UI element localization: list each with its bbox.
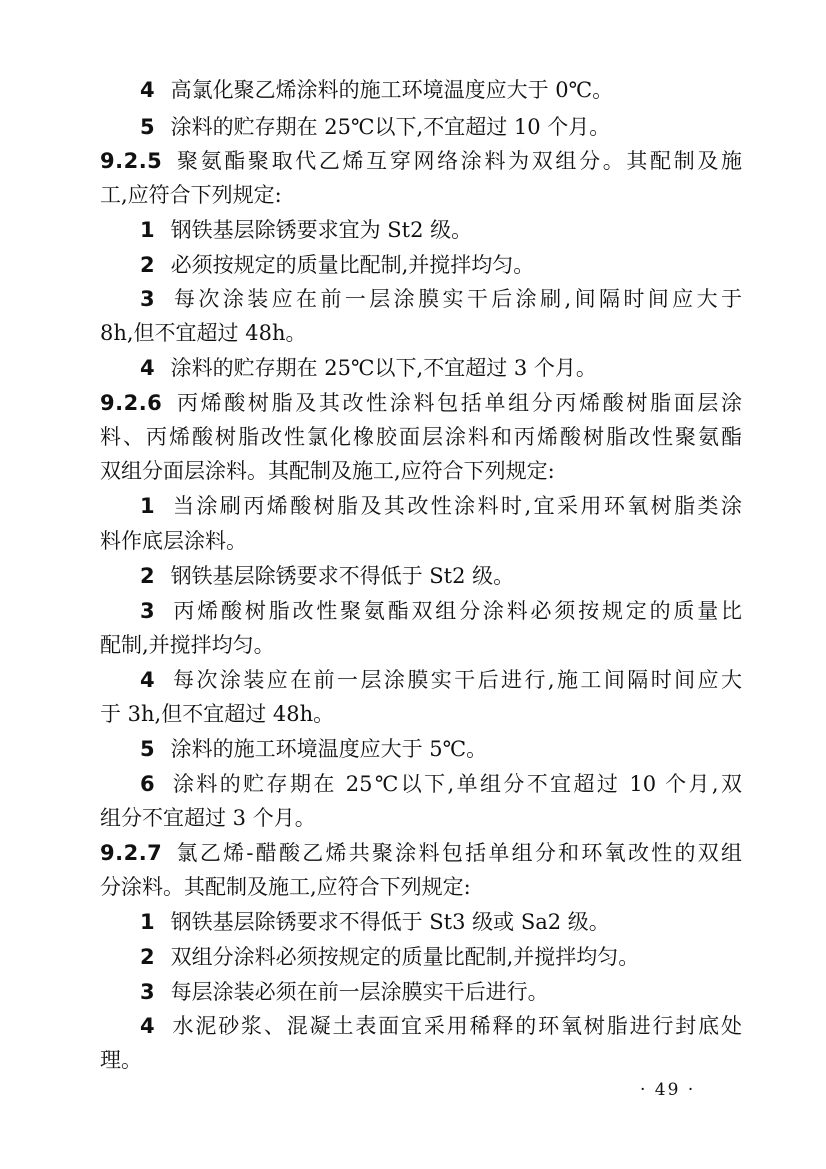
item-number: 4 xyxy=(140,1014,155,1038)
section-heading-line xyxy=(100,388,742,418)
line-text: 于 3h,但不宜超过 48h。 xyxy=(100,702,335,726)
section-number: 9.2.6 xyxy=(100,391,163,415)
item-number: 3 xyxy=(140,980,155,1004)
item-text: 丙烯酸树脂改性聚氨酯双组分涂料必须按规定的质量比 xyxy=(170,599,742,623)
list-item xyxy=(140,942,742,972)
item-text: 双组分涂料必须按规定的质量比配制,并搅拌均匀。 xyxy=(170,945,640,969)
item-number: 4 xyxy=(140,668,155,692)
item-text: 高氯化聚乙烯涂料的施工环境温度应大于 0℃。 xyxy=(170,78,614,102)
line-text: 工,应符合下列规定: xyxy=(100,183,282,207)
continuation-line xyxy=(100,699,742,729)
continuation-line xyxy=(100,422,742,452)
continuation-line xyxy=(100,318,742,348)
item-text: 钢铁基层除锈要求不得低于 St3 级或 Sa2 级。 xyxy=(170,910,610,934)
list-item xyxy=(140,284,742,314)
continuation-line xyxy=(100,456,742,486)
item-text: 每层涂装必须在前一层涂膜实干后进行。 xyxy=(170,980,549,1004)
continuation-line xyxy=(100,630,742,660)
list-item xyxy=(140,1011,742,1041)
list-item xyxy=(140,977,742,1007)
item-number: 4 xyxy=(140,356,155,380)
item-text: 钢铁基层除锈要求不得低于 St2 级。 xyxy=(170,564,515,588)
list-item xyxy=(140,112,742,142)
item-text: 涂料的贮存期在 25℃以下,单组分不宜超过 10 个月,双 xyxy=(170,772,742,796)
item-number: 1 xyxy=(140,218,155,242)
line-text: 配制,并搅拌均匀。 xyxy=(100,633,275,657)
continuation-line xyxy=(100,180,742,210)
item-number: 3 xyxy=(140,599,155,623)
continuation-line xyxy=(100,526,742,556)
item-text: 涂料的施工环境温度应大于 5℃。 xyxy=(170,737,488,761)
item-number: 3 xyxy=(140,287,155,311)
list-item xyxy=(140,491,742,521)
item-number: 2 xyxy=(140,253,155,277)
section-number: 9.2.7 xyxy=(100,841,163,865)
item-number: 2 xyxy=(140,945,155,969)
item-number: 5 xyxy=(140,115,155,139)
list-item xyxy=(140,215,742,245)
section-text: 聚氨酯聚取代乙烯互穿网络涂料为双组分。其配制及施 xyxy=(174,149,742,173)
item-number: 4 xyxy=(140,78,155,102)
item-text: 涂料的贮存期在 25℃以下,不宜超过 3 个月。 xyxy=(170,356,597,380)
continuation-line xyxy=(100,1045,742,1075)
item-number: 5 xyxy=(140,737,155,761)
item-text: 钢铁基层除锈要求宜为 St2 级。 xyxy=(170,218,473,242)
page-number: · 49 · xyxy=(640,1080,696,1100)
line-text: 分涂料。其配制及施工,应符合下列规定: xyxy=(100,875,471,899)
continuation-line xyxy=(100,872,742,902)
item-text: 当涂刷丙烯酸树脂及其改性涂料时,宜采用环氧树脂类涂 xyxy=(170,494,742,518)
item-text: 涂料的贮存期在 25℃以下,不宜超过 10 个月。 xyxy=(170,115,611,139)
continuation-line xyxy=(100,803,742,833)
section-text: 丙烯酸树脂及其改性涂料包括单组分丙烯酸树脂面层涂 xyxy=(174,391,742,415)
item-text: 必须按规定的质量比配制,并搅拌均匀。 xyxy=(170,253,535,277)
list-item xyxy=(140,353,742,383)
section-heading-line xyxy=(100,146,742,176)
list-item xyxy=(140,907,742,937)
list-item xyxy=(140,75,742,105)
item-number: 2 xyxy=(140,564,155,588)
line-text: 8h,但不宜超过 48h。 xyxy=(100,321,307,345)
item-number: 1 xyxy=(140,494,155,518)
item-text: 每次涂装应在前一层涂膜实干后涂刷,间隔时间应大于 xyxy=(170,287,742,311)
line-text: 理。 xyxy=(100,1048,142,1072)
list-item xyxy=(140,561,742,591)
item-number: 6 xyxy=(140,772,155,796)
list-item xyxy=(140,769,742,799)
item-text: 水泥砂浆、混凝土表面宜采用稀释的环氧树脂进行封底处 xyxy=(170,1014,742,1038)
item-number: 1 xyxy=(140,910,155,934)
line-text: 双组分面层涂料。其配制及施工,应符合下列规定: xyxy=(100,459,555,483)
line-text: 组分不宜超过 3 个月。 xyxy=(100,806,316,830)
item-text: 每次涂装应在前一层涂膜实干后进行,施工间隔时间应大 xyxy=(170,668,742,692)
line-text: 料作底层涂料。 xyxy=(100,529,247,553)
list-item xyxy=(140,250,742,280)
line-text: 料、丙烯酸树脂改性氯化橡胶面层涂料和丙烯酸树脂改性聚氨酯 xyxy=(100,425,742,449)
list-item xyxy=(140,734,742,764)
section-text: 氯乙烯-醋酸乙烯共聚涂料包括单组分和环氧改性的双组 xyxy=(174,841,742,865)
section-heading-line xyxy=(100,838,742,868)
list-item xyxy=(140,665,742,695)
list-item xyxy=(140,596,742,626)
section-number: 9.2.5 xyxy=(100,149,163,173)
